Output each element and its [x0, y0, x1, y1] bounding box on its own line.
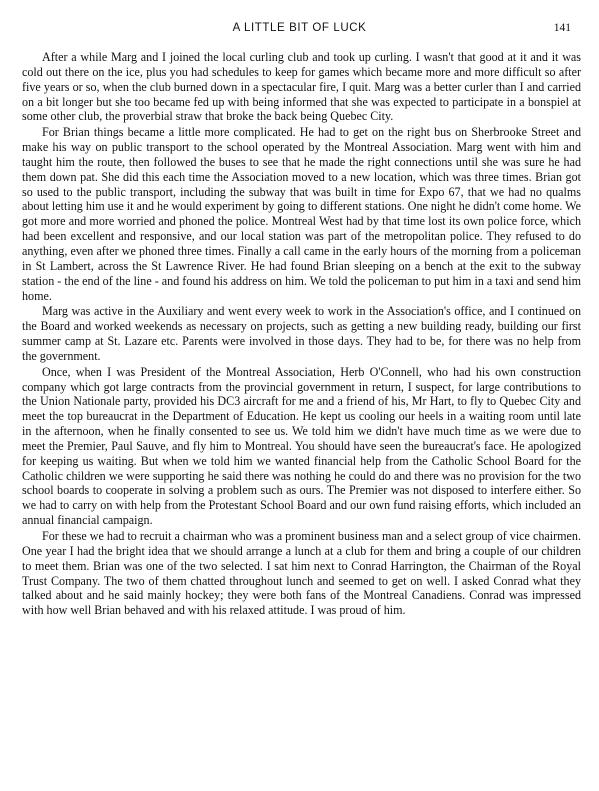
paragraph-auxiliary: Marg was active in the Auxiliary and went every week to work in the Association's office, and I continued on the Board and worked weekends as necessary on projects, such as getting a new building ready, building our first summer camp at St. Lazare etc. Parents were involved in those days. They had to be, for there was no help from the government. [22, 304, 581, 363]
paragraph-president: Once, when I was President of the Montreal Association, Herb O'Connell, who had his own construction company which got large contracts from the provincial government in return, I suspect, for large contributions to the Union Nationale party, provided his DC3 aircraft for me and a friend of his, Mr Hart, to fly to Quebec City and meet the top bureaucrat in the Department of Education. He kept us cooling our heels in a waiting room until late in the afternoon, when he finally consented to see us. We told him we didn't have much time as we were due to meet the Premier, Paul Sauve, and fly him to Montreal. You should have seen the bureaucrat's face. He apologized for keeping us waiting. But when we told him we wanted financial help from the Catholic School Board for the Catholic children we were supporting he said there was nothing he could do and there was no provision for the two school boards to cooperate in solving a problem such as ours. The Premier was not disposed to interfere either. So we had to carry on with help from the Protestant School Board and our own fund raising efforts, which included an annual financial campaign. [22, 364, 581, 528]
running-title: A LITTLE BIT OF LUCK [232, 22, 367, 34]
body-text [22, 50, 581, 618]
paragraph-brian-transport: For Brian things became a little more complicated. He had to get on the right bus on Sherbrooke Street and make his way on public transport to the school operated by the Montreal Association. Marg went with him and taught him the route, then followed the buses to see that he made the right connections until she was sure he had them down pat. She did this each time the Association moved to a new location, which was three times. Brian got so used to the public transport, including the subway that was built in time for Expo 67, that we had no qualms about letting him use it and he would experiment by going to different stations. One night he didn't come home. We got more and more worried and phoned the police. Montreal West had by that time lost its own police force, which had been excellent and responsive, and our local station was part of the metropolitan police. They refused to do anything, even after we phoned three times. Finally a call came in the early hours of the morning from a policeman in St Lambert, across the St Lawrence River. He had found Brian sleeping on a bench at the exit to the subway station - the end of the line - and found his address on him. We told the policeman to put him in a taxi and send him home. [22, 125, 581, 303]
paragraph-fundraising: For these we had to recruit a chairman who was a prominent business man and a select group of vice chairmen. One year I had the bright idea that we should arrange a lunch at a club for them and bring a couple of our children to meet them. Brian was one of the two selected. I sat him next to Conrad Harrington, the Chairman of the Royal Trust Company. The two of them chatted throughout lunch and seemed to get on well. I asked Conrad what they talked about and he said mainly hockey; they were both fans of the Montreal Canadiens. Conrad was impressed with how well Brian behaved and with his relaxed attitude. I was proud of him. [22, 529, 581, 618]
running-head [0, 22, 599, 38]
paragraph-curling: After a while Marg and I joined the local curling club and took up curling. I wasn't that good at it and it was cold out there on the ice, plus you had schedules to keep for games which became more and more difficult so after five years or so, when the club burned down in a spectacular fire, I quit. Marg was a better curler than I and carried on a bit longer but she too became fed up with being informed that she was expected to participate in a bonspiel at some other club, the proverbial straw that broke the back being Quebec City. [22, 50, 581, 124]
page-number: 141 [553, 22, 571, 34]
